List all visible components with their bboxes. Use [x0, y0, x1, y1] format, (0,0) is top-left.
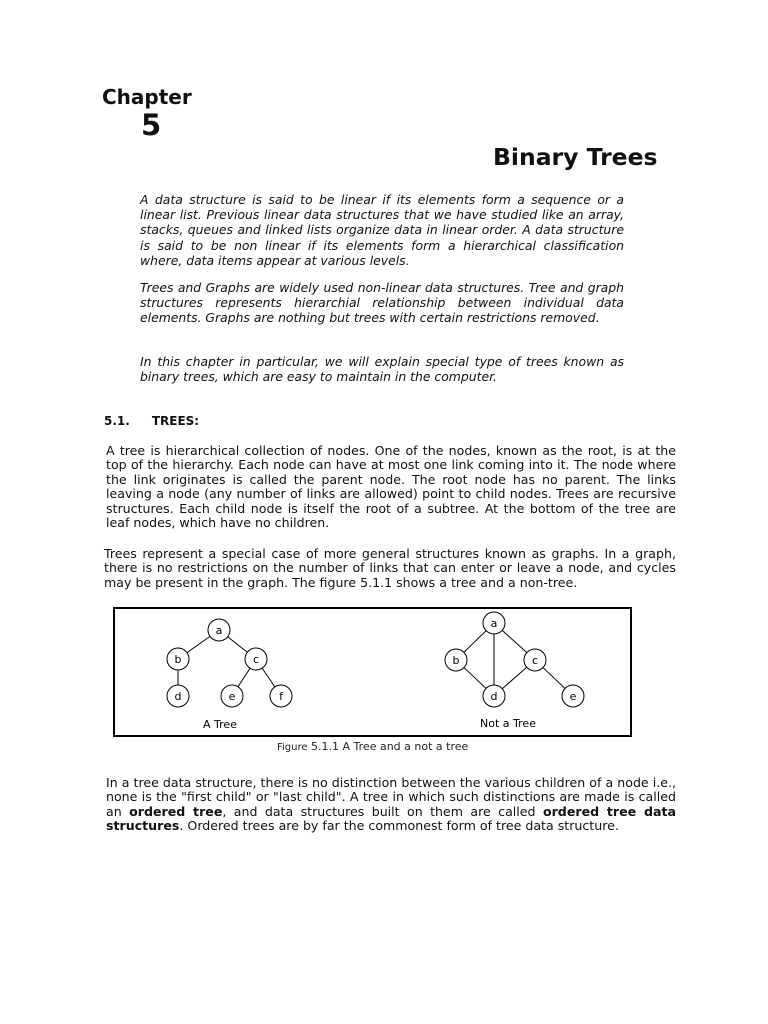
section-number: 5.1. — [104, 414, 130, 428]
intro-paragraph: In this chapter in particular, we will explain special type of trees known as binary trees, which are easy to maintain in the computer. — [140, 354, 624, 385]
non-tree-node-label-c: c — [531, 654, 539, 667]
body-text: In a tree data structure, there is no distinction between the various children of a node i.e., none is the "first child" or "last child". A tree in which such distinctions are made is called an — [106, 775, 676, 819]
body-paragraph: A tree is hierarchical collection of nodes. One of the nodes, known as the root, is at the top of the hierarchy. Each node can have at most one link coming into it. The node where the link originates is called the parent node. The root node has no parent. The links leaving a node (any number of links are allowed) point to child nodes. Trees are recursive structures. Each child node is itself the root of a subtree. At the bottom of the tree are leaf nodes, which have no children. — [106, 443, 676, 531]
figure-caption-text: 5.1.1 A Tree and a not a tree — [311, 740, 469, 753]
tree-node-label-d: d — [174, 690, 182, 703]
body-paragraph — [106, 776, 676, 834]
term-ordered-tree-data-structures: ordered tree data structures — [106, 803, 677, 834]
figure-tree-vs-graph — [113, 607, 632, 737]
body-text: , and data structures built on them are called — [222, 803, 543, 819]
non-tree-label: Not a Tree — [480, 717, 536, 730]
body-paragraph: Trees represent a special case of more general structures known as graphs. In a graph, there is no restrictions on the number of links that can enter or leave a node, and cycles may be present in the graph. The figure 5.1.1 shows a tree and a non-tree. — [104, 546, 676, 590]
non-tree-node-label-e: e — [569, 690, 577, 703]
non-tree-node-label-a: a — [490, 617, 498, 630]
tree-node-label-e: e — [228, 690, 236, 703]
section-heading — [104, 414, 199, 428]
non-tree-node-label-b: b — [452, 654, 460, 667]
figure-diagram — [113, 607, 632, 737]
chapter-label: Chapter — [102, 85, 192, 109]
intro-paragraph: Trees and Graphs are widely used non-linear data structures. Tree and graph structures represents hierarchial relationship between individual data elements. Graphs are nothing but trees with certain restrictions removed. — [140, 280, 624, 326]
non-tree-node-label-d: d — [490, 690, 498, 703]
tree-node-label-c: c — [252, 653, 260, 666]
chapter-number: 5 — [141, 108, 162, 142]
term-ordered-tree: ordered tree — [129, 803, 223, 819]
figure-caption — [277, 740, 468, 753]
tree-node-label-b: b — [174, 653, 182, 666]
tree-node-label-f: f — [279, 690, 283, 703]
tree-node-label-a: a — [215, 624, 223, 637]
intro-paragraph: A data structure is said to be linear if its elements form a sequence or a linear list. Previous linear data structures that we have studied like an array, stacks, queues and linked lists organize data in linear order. A data structure is said to be non linear if its elements form a hierarchical classification where, data items appear at various levels. — [140, 192, 624, 268]
chapter-title: Binary Trees — [493, 143, 658, 171]
figure-caption-prefix: Figure — [277, 742, 308, 753]
body-text: . Ordered trees are by far the commonest form of tree data structure. — [179, 818, 619, 834]
section-title: TREES: — [151, 414, 200, 428]
tree-label: A Tree — [203, 718, 237, 731]
